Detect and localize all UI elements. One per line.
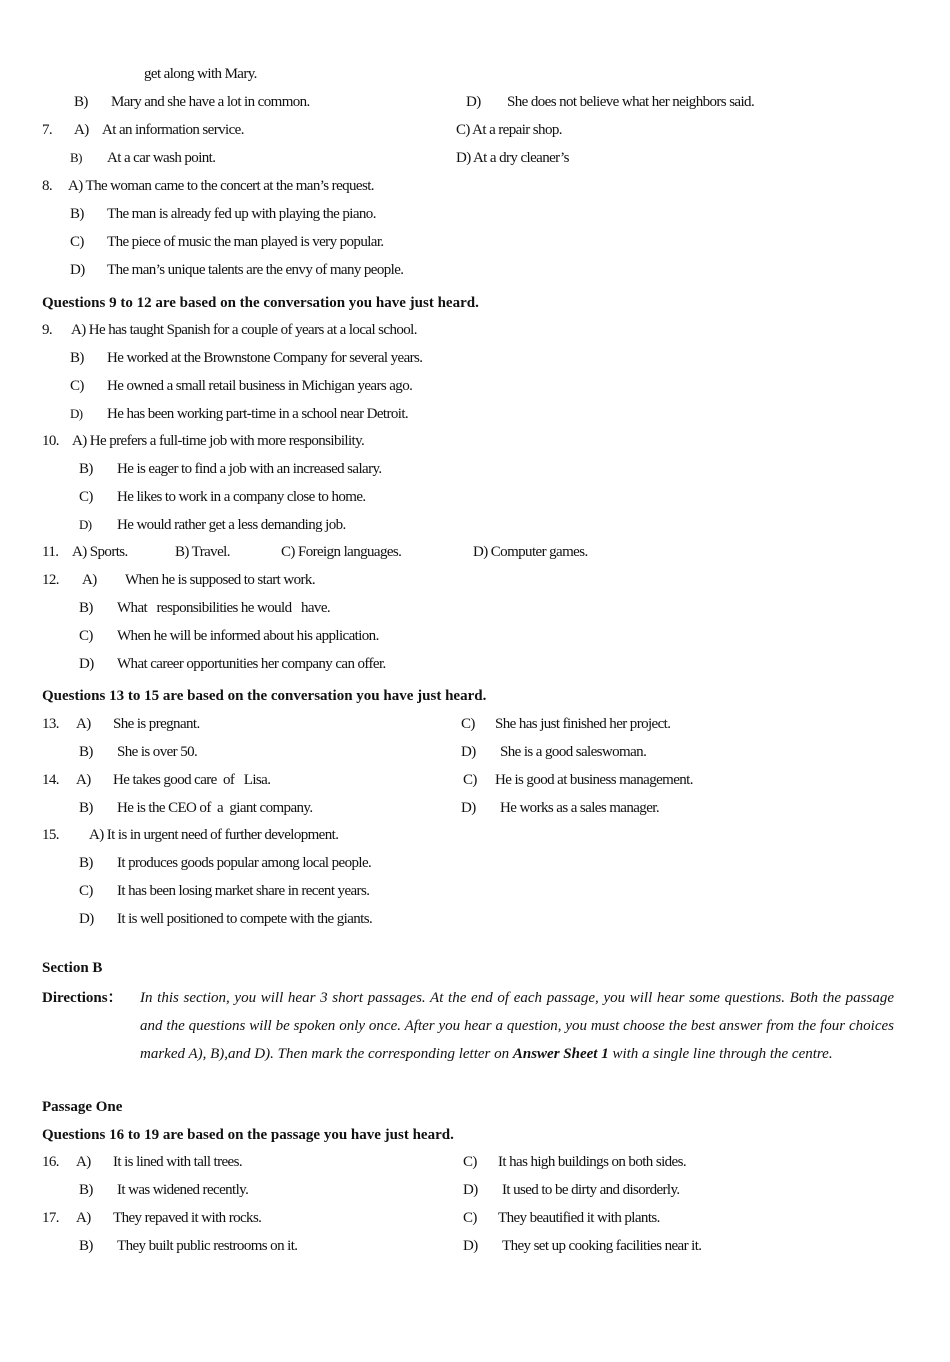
- q9-option-c-letter[interactable]: C): [70, 378, 84, 394]
- q16-number: 16.: [42, 1154, 59, 1170]
- q11-option-a[interactable]: A) Sports.: [72, 544, 128, 560]
- q13-option-c-letter[interactable]: C): [461, 716, 475, 732]
- q10-option-c-letter[interactable]: C): [79, 489, 93, 505]
- q11-option-b[interactable]: B) Travel.: [175, 544, 230, 560]
- q8-option-c-letter[interactable]: C): [70, 234, 84, 250]
- q16-option-b-letter[interactable]: B): [79, 1182, 93, 1198]
- q14-option-b: He is the CEO of a giant company.: [117, 800, 313, 816]
- q15-option-b-letter[interactable]: B): [79, 855, 93, 871]
- q15-option-c-letter[interactable]: C): [79, 883, 93, 899]
- q12-number: 12.: [42, 572, 59, 588]
- q14-option-c: He is good at business management.: [495, 772, 693, 788]
- q17-option-c: They beautified it with plants.: [498, 1210, 660, 1226]
- q12-option-b: What responsibilities he would have.: [117, 600, 331, 616]
- q17-option-b-letter[interactable]: B): [79, 1238, 93, 1254]
- q7-number: 7.: [42, 122, 53, 138]
- directions-label: Directions：: [42, 990, 123, 1006]
- q9-option-b-letter[interactable]: B): [70, 350, 84, 366]
- q8-option-d-letter[interactable]: D): [70, 262, 85, 278]
- q8-number: 8.: [42, 178, 53, 194]
- q9-option-d-letter[interactable]: D): [70, 406, 83, 421]
- q13-number: 13.: [42, 716, 59, 732]
- q14-number: 14.: [42, 772, 59, 788]
- q7-option-c[interactable]: C) At a repair shop.: [456, 122, 562, 138]
- q12-option-d-letter[interactable]: D): [79, 656, 94, 672]
- section-b-directions: [42, 984, 894, 1062]
- q16-option-a-letter[interactable]: A): [76, 1154, 91, 1170]
- directions-text-post: with a single line through the centre.: [608, 1046, 833, 1062]
- q10-option-d: He would rather get a less demanding job.: [117, 517, 346, 533]
- heading-questions-13-15: Questions 13 to 15 are based on the conversation you have just heard.: [42, 688, 487, 704]
- q16-option-b: It was widened recently.: [117, 1182, 249, 1198]
- q14-option-d: He works as a sales manager.: [500, 800, 659, 816]
- q12-option-c: When he will be informed about his application.: [117, 628, 379, 644]
- heading-questions-16-19: Questions 16 to 19 are based on the passage you have just heard.: [42, 1127, 454, 1143]
- q14-option-c-letter[interactable]: C): [463, 772, 477, 788]
- q10-option-b: He is eager to find a job with an increased salary.: [117, 461, 382, 477]
- q9-option-a[interactable]: A) He has taught Spanish for a couple of years at a local school.: [71, 322, 417, 338]
- q7-option-d[interactable]: D) At a dry cleaner’s: [456, 150, 569, 166]
- q16-option-c-letter[interactable]: C): [463, 1154, 477, 1170]
- q17-option-a-letter[interactable]: A): [76, 1210, 91, 1226]
- q13-option-d-letter[interactable]: D): [461, 744, 476, 760]
- q13-option-c: She has just finished her project.: [495, 716, 671, 732]
- q17-option-b: They built public restrooms on it.: [117, 1238, 298, 1254]
- q7-option-b: At a car wash point.: [107, 150, 216, 166]
- q16-option-c: It has high buildings on both sides.: [498, 1154, 686, 1170]
- q15-option-b: It produces goods popular among local people.: [117, 855, 372, 871]
- q15-option-a[interactable]: A) It is in urgent need of further development.: [89, 827, 339, 843]
- q9-number: 9.: [42, 322, 53, 338]
- q14-option-b-letter[interactable]: B): [79, 800, 93, 816]
- q15-option-d: It is well positioned to compete with the giants.: [117, 911, 373, 927]
- q17-number: 17.: [42, 1210, 59, 1226]
- q17-option-c-letter[interactable]: C): [463, 1210, 477, 1226]
- q13-option-d: She is a good saleswoman.: [500, 744, 647, 760]
- q6-option-c-continuation: get along with Mary.: [144, 66, 257, 82]
- q11-option-d[interactable]: D) Computer games.: [473, 544, 588, 560]
- q7-option-a-letter[interactable]: A): [74, 122, 89, 138]
- q9-option-c: He owned a small retail business in Michigan years ago.: [107, 378, 413, 394]
- q7-option-b-letter[interactable]: B): [70, 150, 82, 165]
- q7-option-a: At an information service.: [102, 122, 244, 138]
- q16-option-d: It used to be dirty and disorderly.: [502, 1182, 680, 1198]
- q15-option-c: It has been losing market share in recent years.: [117, 883, 370, 899]
- q16-option-d-letter[interactable]: D): [463, 1182, 478, 1198]
- q16-option-a: It is lined with tall trees.: [113, 1154, 243, 1170]
- q14-option-a-letter[interactable]: A): [76, 772, 91, 788]
- section-b-title: Section B: [42, 960, 103, 976]
- q12-option-b-letter[interactable]: B): [79, 600, 93, 616]
- q8-option-c: The piece of music the man played is very popular.: [107, 234, 384, 250]
- q12-option-c-letter[interactable]: C): [79, 628, 93, 644]
- heading-questions-9-12: Questions 9 to 12 are based on the conversation you have just heard.: [42, 295, 479, 311]
- directions-answer-sheet: Answer Sheet 1: [512, 1046, 609, 1062]
- directions-text-pre: In this section, you will hear 3 short passages. At the end of each passage, you will hear some questions. Both the passage and the questions will be spoken only once. After you hear a question, you must choose the best answer from the four choices marked A), B),and D). Then mark the corresponding letter on: [140, 990, 894, 1062]
- q8-option-b-letter[interactable]: B): [70, 206, 84, 222]
- q6-option-b-letter[interactable]: B): [74, 94, 88, 110]
- q10-option-b-letter[interactable]: B): [79, 461, 93, 477]
- q10-option-c: He likes to work in a company close to home.: [117, 489, 366, 505]
- q15-number: 15.: [42, 827, 59, 843]
- q17-option-d: They set up cooking facilities near it.: [502, 1238, 702, 1254]
- q6-option-d-letter[interactable]: D): [466, 94, 481, 110]
- q9-option-b: He worked at the Brownstone Company for several years.: [107, 350, 423, 366]
- q14-option-d-letter[interactable]: D): [461, 800, 476, 816]
- q17-option-a: They repaved it with rocks.: [113, 1210, 262, 1226]
- q12-option-a-letter[interactable]: A): [82, 572, 97, 588]
- q8-option-d: The man’s unique talents are the envy of many people.: [107, 262, 404, 278]
- q17-option-d-letter[interactable]: D): [463, 1238, 478, 1254]
- q12-option-d: What career opportunities her company can offer.: [117, 656, 386, 672]
- q10-option-d-letter[interactable]: D): [79, 517, 92, 532]
- passage-one-title: Passage One: [42, 1099, 123, 1115]
- q14-option-a: He takes good care of Lisa.: [113, 772, 271, 788]
- q11-option-c[interactable]: C) Foreign languages.: [281, 544, 402, 560]
- q13-option-b-letter[interactable]: B): [79, 744, 93, 760]
- q15-option-d-letter[interactable]: D): [79, 911, 94, 927]
- q13-option-a: She is pregnant.: [113, 716, 200, 732]
- q6-option-d: She does not believe what her neighbors said.: [507, 94, 755, 110]
- q13-option-a-letter[interactable]: A): [76, 716, 91, 732]
- q13-option-b: She is over 50.: [117, 744, 198, 760]
- q8-option-b: The man is already fed up with playing the piano.: [107, 206, 376, 222]
- q10-option-a[interactable]: A) He prefers a full-time job with more responsibility.: [72, 433, 365, 449]
- q10-number: 10.: [42, 433, 59, 449]
- q6-option-b: Mary and she have a lot in common.: [111, 94, 310, 110]
- directions-text: [140, 984, 894, 1068]
- q12-option-a: When he is supposed to start work.: [125, 572, 315, 588]
- q11-number: 11.: [42, 544, 59, 560]
- q9-option-d: He has been working part-time in a school near Detroit.: [107, 406, 409, 422]
- q8-option-a[interactable]: A) The woman came to the concert at the man’s request.: [68, 178, 374, 194]
